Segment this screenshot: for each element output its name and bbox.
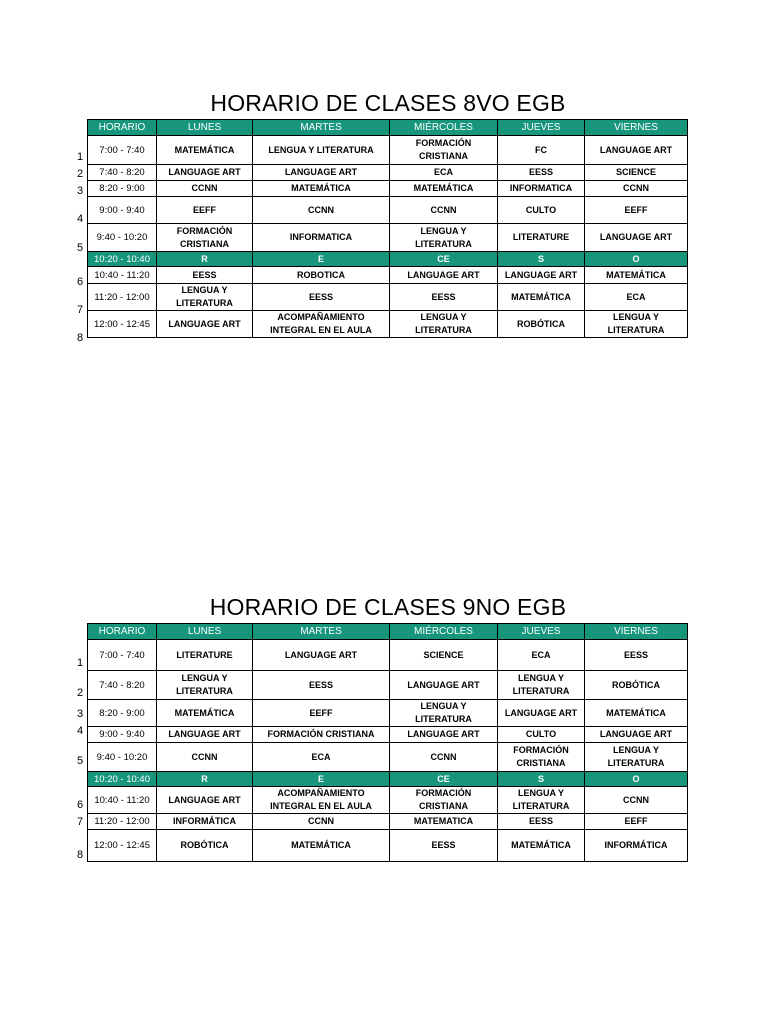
class-cell: MATEMÁTICA bbox=[585, 267, 688, 284]
row-number: 5 bbox=[77, 242, 84, 254]
time-cell: 9:40 - 10:20 bbox=[88, 224, 157, 252]
time-cell: 12:00 - 12:45 bbox=[88, 830, 157, 862]
row-number: 4 bbox=[77, 213, 84, 225]
class-cell: LANGUAGE ART bbox=[498, 267, 585, 284]
schedule-row bbox=[88, 136, 688, 165]
class-cell: LANGUAGE ART bbox=[585, 224, 688, 252]
class-cell: SCIENCE bbox=[390, 640, 498, 671]
class-cell: EESS bbox=[498, 814, 585, 830]
class-cell: LITERATURE bbox=[498, 224, 585, 252]
schedule-row bbox=[88, 830, 688, 862]
class-cell: ACOMPAÑAMIENTO INTEGRAL EN EL AULA bbox=[253, 787, 390, 814]
class-cell: EEFF bbox=[253, 700, 390, 727]
schedule-row bbox=[88, 197, 688, 224]
column-header: LUNES bbox=[157, 624, 253, 640]
class-cell: EESS bbox=[390, 284, 498, 311]
class-cell: LENGUA Y LITERATURA bbox=[498, 787, 585, 814]
class-cell: LENGUA Y LITERATURA bbox=[390, 224, 498, 252]
column-header: MARTES bbox=[253, 120, 390, 136]
class-cell: LENGUA Y LITERATURA bbox=[498, 671, 585, 700]
class-cell: LANGUAGE ART bbox=[390, 267, 498, 284]
row-number: 2 bbox=[77, 687, 84, 699]
recess-cell: O bbox=[585, 772, 688, 787]
schedule-row bbox=[88, 640, 688, 671]
schedule-row bbox=[88, 267, 688, 284]
time-cell: 7:00 - 7:40 bbox=[88, 136, 157, 165]
class-cell: ROBOTICA bbox=[253, 267, 390, 284]
class-cell: MATEMÁTICA bbox=[157, 700, 253, 727]
class-cell: LENGUA Y LITERATURA bbox=[585, 743, 688, 772]
time-cell: 9:00 - 9:40 bbox=[88, 197, 157, 224]
class-cell: CCNN bbox=[157, 743, 253, 772]
class-cell: LANGUAGE ART bbox=[390, 727, 498, 743]
time-cell: 8:20 - 9:00 bbox=[88, 700, 157, 727]
class-cell: MATEMÁTICA bbox=[498, 284, 585, 311]
class-cell: MATEMÁTICA bbox=[390, 181, 498, 197]
recess-cell: R bbox=[157, 252, 253, 267]
column-header: VIERNES bbox=[585, 624, 688, 640]
class-cell: CULTO bbox=[498, 727, 585, 743]
class-cell: ROBÓTICA bbox=[498, 311, 585, 338]
schedule-row bbox=[88, 743, 688, 772]
row-number: 6 bbox=[77, 799, 84, 811]
time-cell: 11:20 - 12:00 bbox=[88, 814, 157, 830]
column-header: MIÉRCOLES bbox=[390, 120, 498, 136]
column-header: MIÉRCOLES bbox=[390, 624, 498, 640]
class-cell: CULTO bbox=[498, 197, 585, 224]
class-cell: LANGUAGE ART bbox=[585, 136, 688, 165]
class-cell: EESS bbox=[390, 830, 498, 862]
time-cell: 10:20 - 10:40 bbox=[88, 252, 157, 267]
class-cell: FORMACIÓN CRISTIANA bbox=[253, 727, 390, 743]
row-number: 6 bbox=[77, 276, 84, 288]
class-cell: EESS bbox=[253, 284, 390, 311]
row-number: 5 bbox=[77, 755, 84, 767]
recess-cell: S bbox=[498, 252, 585, 267]
recess-cell: S bbox=[498, 772, 585, 787]
time-cell: 8:20 - 9:00 bbox=[88, 181, 157, 197]
class-cell: LANGUAGE ART bbox=[157, 165, 253, 181]
class-cell: ECA bbox=[498, 640, 585, 671]
class-cell: SCIENCE bbox=[585, 165, 688, 181]
class-cell: INFORMÁTICA bbox=[157, 814, 253, 830]
row-number: 7 bbox=[77, 816, 84, 828]
class-cell: LANGUAGE ART bbox=[157, 787, 253, 814]
class-cell: EEFF bbox=[157, 197, 253, 224]
class-cell: FORMACIÓN CRISTIANA bbox=[390, 787, 498, 814]
class-cell: LENGUA Y LITERATURA bbox=[585, 311, 688, 338]
schedule-row bbox=[88, 224, 688, 252]
recess-cell: CE bbox=[390, 772, 498, 787]
row-number: 8 bbox=[77, 332, 84, 344]
class-cell: LANGUAGE ART bbox=[157, 311, 253, 338]
time-cell: 10:40 - 11:20 bbox=[88, 787, 157, 814]
class-cell: CCNN bbox=[390, 197, 498, 224]
class-cell: EESS bbox=[498, 165, 585, 181]
class-cell: ECA bbox=[390, 165, 498, 181]
time-cell: 7:40 - 8:20 bbox=[88, 165, 157, 181]
time-cell: 10:20 - 10:40 bbox=[88, 772, 157, 787]
class-cell: ACOMPAÑAMIENTO INTEGRAL EN EL AULA bbox=[253, 311, 390, 338]
time-cell: 7:00 - 7:40 bbox=[88, 640, 157, 671]
class-cell: MATEMÁTICA bbox=[253, 181, 390, 197]
time-cell: 7:40 - 8:20 bbox=[88, 671, 157, 700]
class-cell: ECA bbox=[253, 743, 390, 772]
schedule-row bbox=[88, 311, 688, 338]
class-cell: EEFF bbox=[585, 814, 688, 830]
recess-cell: E bbox=[253, 252, 390, 267]
class-cell: MATEMÁTICA bbox=[585, 700, 688, 727]
class-cell: LENGUA Y LITERATURA bbox=[253, 136, 390, 165]
class-cell: EEFF bbox=[585, 197, 688, 224]
class-cell: LANGUAGE ART bbox=[390, 671, 498, 700]
column-header: VIERNES bbox=[585, 120, 688, 136]
schedule-row bbox=[88, 181, 688, 197]
time-cell: 9:40 - 10:20 bbox=[88, 743, 157, 772]
class-cell: LANGUAGE ART bbox=[253, 165, 390, 181]
recess-row bbox=[88, 772, 688, 787]
class-cell: INFORMÁTICA bbox=[585, 830, 688, 862]
schedule-row bbox=[88, 284, 688, 311]
row-number: 1 bbox=[77, 657, 84, 669]
schedule-title: HORARIO DE CLASES 9NO EGB bbox=[209, 594, 567, 620]
class-cell: LENGUA Y LITERATURA bbox=[390, 311, 498, 338]
row-number: 4 bbox=[77, 725, 84, 737]
column-header: HORARIO bbox=[88, 120, 157, 136]
recess-cell: R bbox=[157, 772, 253, 787]
recess-row bbox=[88, 252, 688, 267]
class-cell: CCNN bbox=[585, 181, 688, 197]
class-cell: MATEMÁTICA bbox=[498, 830, 585, 862]
header-row bbox=[88, 624, 688, 640]
time-cell: 9:00 - 9:40 bbox=[88, 727, 157, 743]
class-cell: FORMACIÓN CRISTIANA bbox=[498, 743, 585, 772]
recess-cell: O bbox=[585, 252, 688, 267]
class-cell: LENGUA Y LITERATURA bbox=[157, 284, 253, 311]
row-number: 1 bbox=[77, 151, 84, 163]
class-cell: LANGUAGE ART bbox=[585, 727, 688, 743]
schedule-table bbox=[87, 623, 688, 862]
class-cell: CCNN bbox=[390, 743, 498, 772]
class-cell: CCNN bbox=[253, 814, 390, 830]
class-cell: LENGUA Y LITERATURA bbox=[390, 700, 498, 727]
row-number: 3 bbox=[77, 708, 84, 720]
class-cell: ECA bbox=[585, 284, 688, 311]
class-cell: LANGUAGE ART bbox=[157, 727, 253, 743]
column-header: JUEVES bbox=[498, 120, 585, 136]
column-header: JUEVES bbox=[498, 624, 585, 640]
row-number: 2 bbox=[77, 168, 84, 180]
row-number: 8 bbox=[77, 849, 84, 861]
class-cell: LITERATURE bbox=[157, 640, 253, 671]
class-cell: ROBÓTICA bbox=[157, 830, 253, 862]
time-cell: 12:00 - 12:45 bbox=[88, 311, 157, 338]
header-row bbox=[88, 120, 688, 136]
class-cell: FC bbox=[498, 136, 585, 165]
row-number: 7 bbox=[77, 304, 84, 316]
class-cell: LENGUA Y LITERATURA bbox=[157, 671, 253, 700]
schedule-row bbox=[88, 165, 688, 181]
schedule-row bbox=[88, 700, 688, 727]
class-cell: CCNN bbox=[157, 181, 253, 197]
class-cell: EESS bbox=[253, 671, 390, 700]
schedule-row bbox=[88, 671, 688, 700]
column-header: HORARIO bbox=[88, 624, 157, 640]
schedule-table bbox=[87, 119, 688, 338]
class-cell: FORMACIÓN CRISTIANA bbox=[157, 224, 253, 252]
class-cell: CCNN bbox=[585, 787, 688, 814]
time-cell: 10:40 - 11:20 bbox=[88, 267, 157, 284]
column-header: MARTES bbox=[253, 624, 390, 640]
schedule-row bbox=[88, 727, 688, 743]
time-cell: 11:20 - 12:00 bbox=[88, 284, 157, 311]
schedule-row bbox=[88, 814, 688, 830]
recess-cell: E bbox=[253, 772, 390, 787]
column-header: LUNES bbox=[157, 120, 253, 136]
class-cell: INFORMATICA bbox=[498, 181, 585, 197]
class-cell: ROBÓTICA bbox=[585, 671, 688, 700]
schedule-title: HORARIO DE CLASES 8VO EGB bbox=[210, 90, 566, 116]
class-cell: EESS bbox=[157, 267, 253, 284]
class-cell: MATEMATICA bbox=[390, 814, 498, 830]
recess-cell: CE bbox=[390, 252, 498, 267]
class-cell: FORMACIÓN CRISTIANA bbox=[390, 136, 498, 165]
schedule-row bbox=[88, 787, 688, 814]
class-cell: LANGUAGE ART bbox=[253, 640, 390, 671]
class-cell: LANGUAGE ART bbox=[498, 700, 585, 727]
class-cell: EESS bbox=[585, 640, 688, 671]
row-number: 3 bbox=[77, 185, 84, 197]
class-cell: MATEMÁTICA bbox=[157, 136, 253, 165]
class-cell: CCNN bbox=[253, 197, 390, 224]
class-cell: INFORMATICA bbox=[253, 224, 390, 252]
class-cell: MATEMÁTICA bbox=[253, 830, 390, 862]
